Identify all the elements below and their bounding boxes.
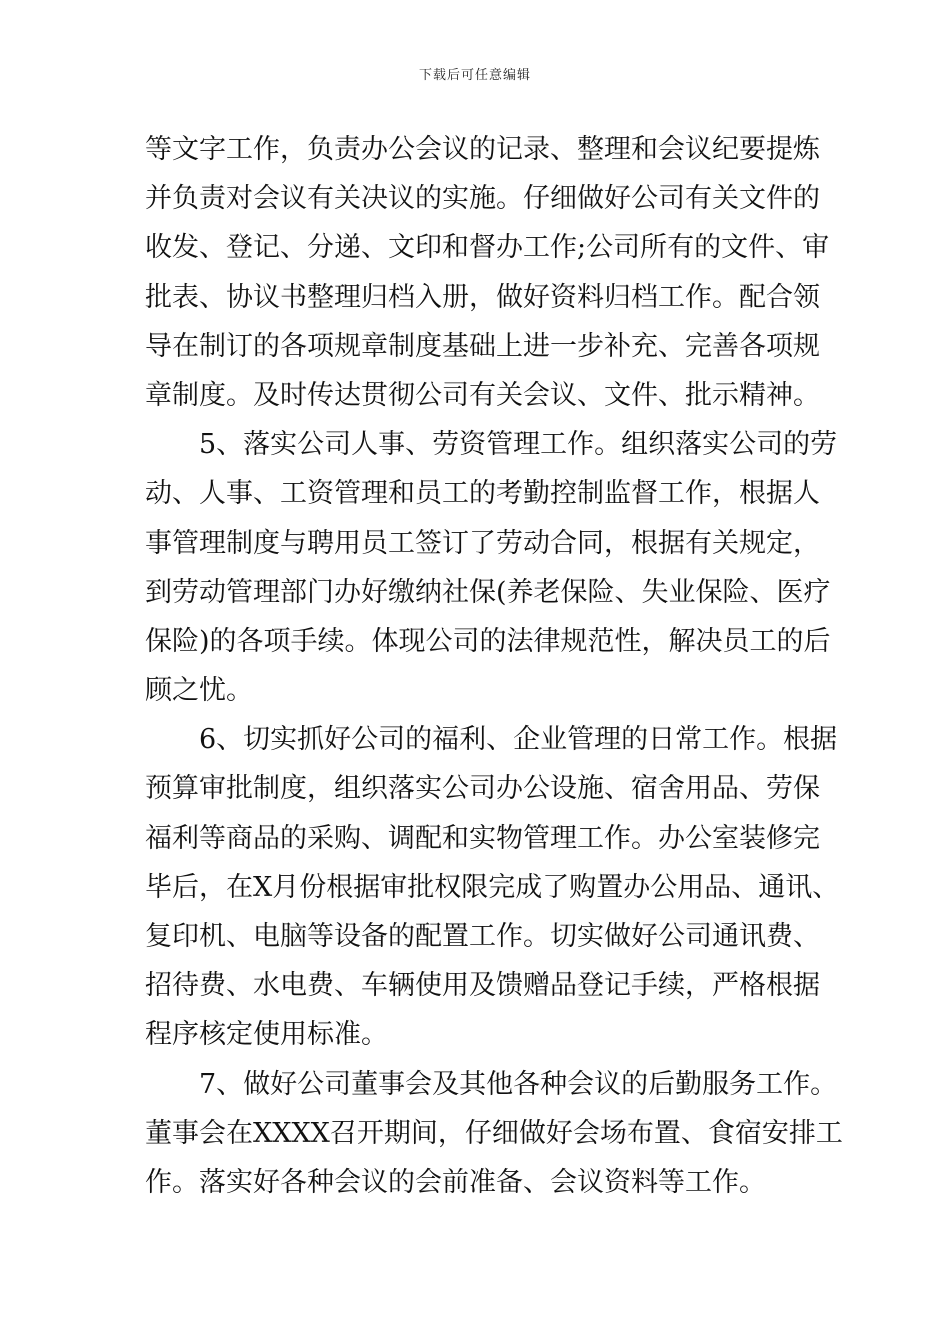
text-line: 等文字工作，负责办公会议的记录、整理和会议纪要提炼 [145,134,820,165]
text-line: 毕后，在X月份根据审批权限完成了购置办公用品、通讯、 [145,871,840,903]
text-line: 保险)的各项手续。体现公司的法律规范性，解决员工的后 [145,625,831,657]
text-line: 顾之忧。 [145,675,253,707]
text-line: 程序核定使用标准。 [145,1019,388,1051]
text-line: 事管理制度与聘用员工签订了劳动合同，根据有关规定， [145,527,820,559]
page-header: 下载后可任意编辑 [418,68,531,83]
text-line: 批表、协议书整理归档入册，做好资料归档工作。配合领 [145,281,820,313]
text-line: 导在制订的各项规章制度基础上进一步补充、完善各项规 [145,330,820,362]
text-line: 到劳动管理部门办好缴纳社保(养老保险、失业保险、医疗 [145,576,831,608]
document-body [145,125,843,1207]
text-line: 招待费、水电费、车辆使用及馈赠品登记手续，严格根据 [145,970,820,1002]
text-line: 作。落实好各种会议的会前准备、会议资料等工作。 [145,1166,766,1198]
text-line: 并负责对会议有关决议的实施。仔细做好公司有关文件的 [145,183,820,215]
paragraph-5-start: 5、落实公司人事、劳资管理工作。组织落实公司的劳 [199,429,838,461]
text-line: 复印机、电脑等设备的配置工作。切实做好公司通讯费、 [145,921,820,952]
text-line: 动、人事、工资管理和员工的考勤控制监督工作，根据人 [145,478,820,510]
text-line: 福利等商品的采购、调配和实物管理工作。办公室装修完 [145,822,820,854]
text-line: 预算审批制度，组织落实公司办公设施、宿舍用品、劳保 [145,773,820,805]
text-line: 收发、登记、分递、文印和督办工作;公司所有的文件、审 [145,232,830,264]
paragraph-6-start: 6、切实抓好公司的福利、企业管理的日常工作。根据 [199,724,838,756]
paragraph-7-start: 7、做好公司董事会及其他各种会议的后勤服务工作。 [199,1068,838,1100]
text-line: 董事会在XXXX召开期间，仔细做好会场布置、食宿安排工 [145,1117,843,1149]
text-line: 章制度。及时传达贯彻公司有关会议、文件、批示精神。 [145,379,820,411]
